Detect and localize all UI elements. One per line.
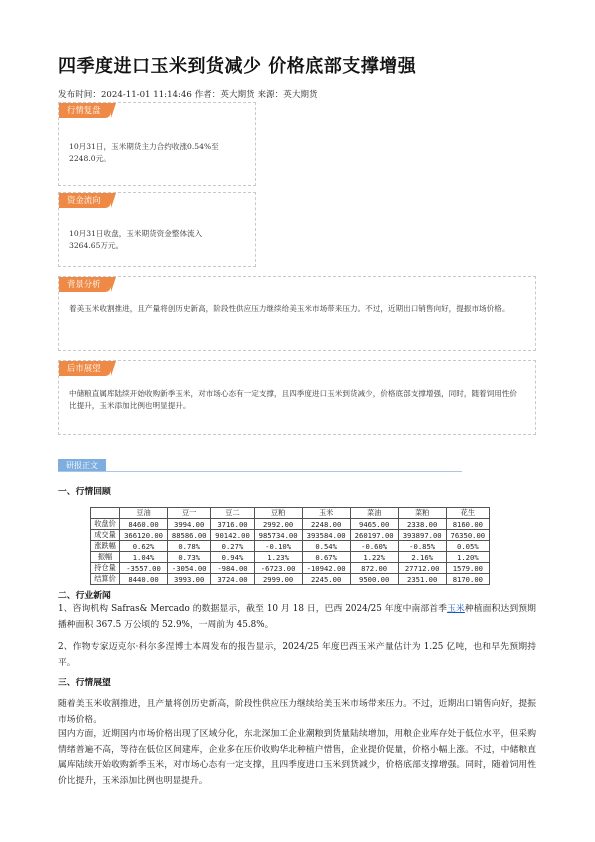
corn-link[interactable]: 玉米 xyxy=(447,604,465,614)
table-cell: 结算价 xyxy=(91,574,120,585)
table-cell: 27712.00 xyxy=(398,563,446,574)
table-cell: 8170.00 xyxy=(446,574,489,585)
fund-box xyxy=(58,192,256,267)
table-header-row xyxy=(91,508,490,519)
outlook-paragraph-2: 国内方面，近期国内市场价格出现了区域分化，东北深加工企业潮粮到货量陆续增加，用粮企业库存处于低位水平，但采购情绪普遍不高，等待在低位区间建库，企业多在压价收购华北种植户惜售，企业提价促量，价格小幅上涨。不过，中储粮直属库陆续开始收购新季玉米，对市场心态有一定支撑，且四季度进口玉米到货减少，价格底部支撑增强。同时，随着饲用性价比提升，玉米添加比例也明显提升。 xyxy=(58,729,536,786)
table-cell: 涨跌幅 xyxy=(91,541,120,552)
table-cell: 8160.00 xyxy=(446,519,489,530)
table-cell: 260197.00 xyxy=(350,530,398,541)
table-header-cell: 菜粕 xyxy=(398,508,446,519)
heading-news: 二、行业新闻 xyxy=(58,591,111,601)
table-cell: 持仓量 xyxy=(91,563,120,574)
table-header-cell: 豆一 xyxy=(168,508,211,519)
table-cell: 0.67% xyxy=(302,552,350,563)
table-cell: 3716.00 xyxy=(211,519,254,530)
background-text: 着美玉米收割推进，且产量将创历史新高，阶段性供应压力继续给美玉米市场带来压力。不过，近期出口销售向好，提振市场价格。 xyxy=(69,304,510,313)
table-cell: 3724.00 xyxy=(211,574,254,585)
table-cell: 1.20% xyxy=(446,552,489,563)
news-text: 种植面积达到预期播种面积 367.5 万公顷的 52.9%，一周前为 45.8%。 xyxy=(58,604,536,630)
table-cell: -3054.00 xyxy=(168,563,211,574)
table-header-cell: 豆二 xyxy=(211,508,254,519)
news-text: 1、咨询机构 Safras& Mercado 的数据显示，截至 10 月 18 日，巴西 2024/25 年度中南部首季 xyxy=(58,604,448,614)
heading-review: 一、行情回顾 xyxy=(58,487,111,497)
news-paragraph-2: 2、作物专家迈克尔·科尔多涅博士本周发布的报告显示，2024/25 年度巴西玉米产量估计为 1.25 亿吨，也和早先预期持平。 xyxy=(58,642,536,668)
review-text: 10月31日，玉米期货主力合约收涨0.54%至2248.0元。 xyxy=(69,142,219,163)
table-cell: 393584.00 xyxy=(302,530,350,541)
table-row xyxy=(91,574,490,585)
table-header-cell: 豆粕 xyxy=(254,508,302,519)
table-cell: 76350.00 xyxy=(446,530,489,541)
table-row xyxy=(91,541,490,552)
table-cell: 振幅 xyxy=(91,552,120,563)
table-cell: -10942.00 xyxy=(302,563,350,574)
table-cell: 8460.00 xyxy=(120,519,168,530)
table-cell: 2999.00 xyxy=(254,574,302,585)
table-cell: 1.22% xyxy=(350,552,398,563)
table-cell: 872.00 xyxy=(350,563,398,574)
table-cell: 985734.00 xyxy=(254,530,302,541)
table-cell: 0.94% xyxy=(211,552,254,563)
table-cell: 0.05% xyxy=(446,541,489,552)
table-header-cell: 玉米 xyxy=(302,508,350,519)
table-cell: 8440.00 xyxy=(120,574,168,585)
table-header-cell xyxy=(91,508,120,519)
table-row xyxy=(91,563,490,574)
table-cell: 90142.00 xyxy=(211,530,254,541)
table-cell: 成交量 xyxy=(91,530,120,541)
table-cell: 2245.00 xyxy=(302,574,350,585)
outlook-box xyxy=(58,360,536,435)
table-row xyxy=(91,530,490,541)
table-cell: 393897.00 xyxy=(398,530,446,541)
table-cell: 2248.00 xyxy=(302,519,350,530)
background-box xyxy=(58,276,536,351)
review-tag: 行情复盘 xyxy=(59,103,111,118)
article-title: 四季度进口玉米到货减少 价格底部支撑增强 xyxy=(58,56,417,77)
table-cell: 1579.00 xyxy=(446,563,489,574)
table-row xyxy=(91,519,490,530)
table-cell: 9500.00 xyxy=(350,574,398,585)
table-cell: 1.23% xyxy=(254,552,302,563)
section-divider xyxy=(58,471,462,472)
section-label: 研报正文 xyxy=(58,459,106,472)
fund-text: 10月31日收盘，玉米期货资金整体流入3264.65万元。 xyxy=(69,229,203,250)
table-header-cell: 菜油 xyxy=(350,508,398,519)
heading-outlook: 三、行情展望 xyxy=(58,678,111,688)
table-cell: 0.73% xyxy=(168,552,211,563)
table-cell: 0.27% xyxy=(211,541,254,552)
table-cell: -6723.00 xyxy=(254,563,302,574)
table-cell: 0.54% xyxy=(302,541,350,552)
table-cell: 2.16% xyxy=(398,552,446,563)
table-cell: 2351.00 xyxy=(398,574,446,585)
review-box xyxy=(58,102,256,186)
table-cell: 2992.00 xyxy=(254,519,302,530)
table-cell: 1.04% xyxy=(120,552,168,563)
table-cell: 9465.00 xyxy=(350,519,398,530)
table-cell: 88586.00 xyxy=(168,530,211,541)
table-header-cell: 花生 xyxy=(446,508,489,519)
outlook-paragraph-1: 随着美玉米收割推进，且产量将创历史新高，阶段性供应压力继续给美玉米市场带来压力。不过，近期出口销售向好，提振市场价格。 xyxy=(58,699,536,725)
fund-tag: 资金流向 xyxy=(59,193,111,208)
table-cell: 3993.00 xyxy=(168,574,211,585)
table-cell: -0.60% xyxy=(350,541,398,552)
table-row xyxy=(91,552,490,563)
table-cell: -0.10% xyxy=(254,541,302,552)
outlook-text: 中储粮直属库陆续开始收购新季玉米，对市场心态有一定支撑，且四季度进口玉米到货减少，价格底部支撑增强，同时，随着饲用性价比提升，玉米添加比例也明显提升。 xyxy=(69,389,518,410)
table-cell: 0.78% xyxy=(168,541,211,552)
table-cell: -3557.00 xyxy=(120,563,168,574)
table-cell: 收盘价 xyxy=(91,519,120,530)
news-paragraph-1 xyxy=(58,602,536,633)
table-cell: 0.62% xyxy=(120,541,168,552)
background-tag: 背景分析 xyxy=(59,277,111,292)
table-header-cell: 豆油 xyxy=(120,508,168,519)
table-cell: 2338.00 xyxy=(398,519,446,530)
article-meta: 发布时间：2024-11-01 11:14:46 作者：英大期货 来源：英大期货 xyxy=(58,90,318,100)
table-cell: 366120.00 xyxy=(120,530,168,541)
table-cell: 3994.00 xyxy=(168,519,211,530)
table-cell: -0.85% xyxy=(398,541,446,552)
outlook-tag: 后市展望 xyxy=(59,361,111,376)
table-cell: -984.00 xyxy=(211,563,254,574)
quote-table xyxy=(90,507,490,585)
